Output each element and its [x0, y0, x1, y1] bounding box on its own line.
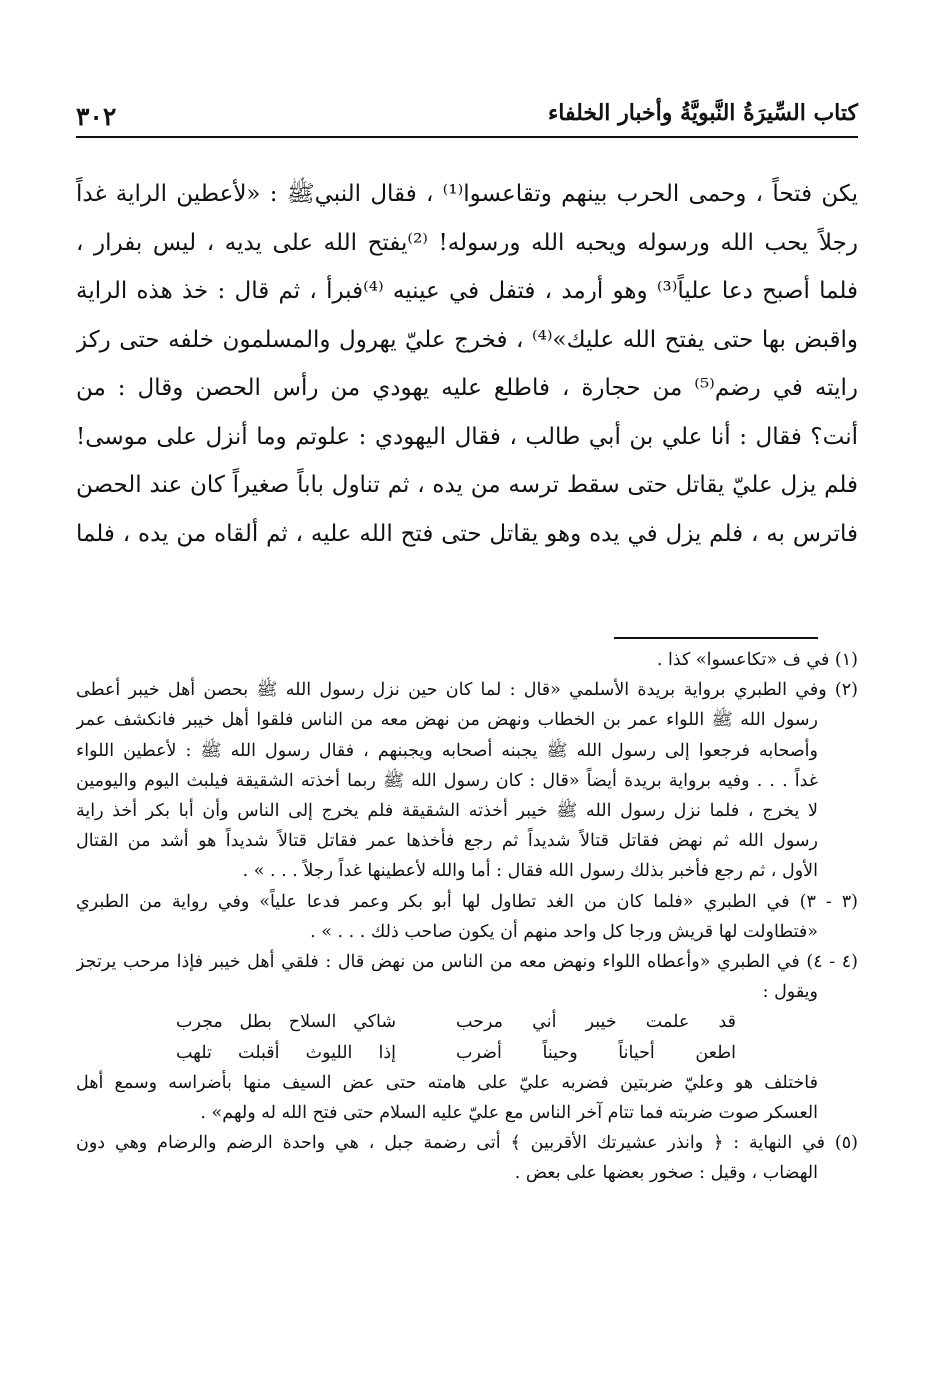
body-line: أنت؟ فقال : أنا علي بن أبي طالب ، فقال اليهودي : علوتم وما أنزل على موسى! — [76, 423, 858, 450]
footnote-2-line: غداً . . . وفيه برواية بريدة أيضاً «قال : كان رسول الله ﷺ ربما أخذته الشقيقة فيلبث اليوم واليومين — [76, 770, 818, 791]
poem-hemistich: شاكي السلاح بطل مجرب — [176, 1012, 396, 1033]
footnote-3-line: (٣ - ٣) في الطبري «فلما كان من الغد تطاول لها أبو بكر وعمر فدعا علياً» وفي رواية من الطبري — [76, 891, 858, 912]
poem-verse — [76, 1038, 858, 1068]
body-line: رايته في رضم⁽⁵⁾ من حجارة ، فاطلع عليه يهودي من رأس الحصن وقال : من — [76, 375, 858, 401]
book-title: كتاب السِّيرَةُ النَّبويَّةُ وأخبار الخلفاء — [547, 100, 858, 126]
footnote-3-line: «فتطاولت لها قريش ورجا كل واحد منهم أن يكون صاحب ذلك . . . » . — [310, 921, 818, 942]
footnote-2-line: لا يخرج ، فلما نزل رسول الله ﷺ خيبر أخذته الشقيقة فلم يخرج إلى الناس وأن أبا بكر أخذ راية — [76, 801, 818, 822]
main-body-text — [76, 170, 858, 558]
poem-hemistich: اطعن أحياناً وحيناً أضرب — [456, 1042, 736, 1063]
footnote-5-line: الهضاب ، وقيل : صخور بعضها على بعض . — [514, 1163, 818, 1184]
body-line: واقبض بها حتى يفتح الله عليك»⁽⁴⁾ ، فخرج عليّ يهرول والمسلمون خلفه حتى ركز — [76, 326, 858, 353]
poem-hemistich: قد علمت خيبر أني مرحب — [456, 1012, 736, 1033]
footnote-4-line: فاختلف هو وعليّ ضربتين فضربه عليّ على هامته حتى عض السيف منها بأضراسه وسمع أهل — [76, 1072, 818, 1093]
body-line: فلما أصبح دعا علياً⁽³⁾ وهو أرمد ، فتفل في عينيه ⁽⁴⁾فبرأ ، ثم قال : خذ هذه الراية — [76, 278, 858, 304]
body-line: رجلاً يحب الله ورسوله ويحبه الله ورسوله! ⁽²⁾يفتح الله على يديه ، ليس بفرار ، — [76, 229, 858, 256]
body-line: فلم يزل عليّ يقاتل حتى سقط ترسه من يده ، ثم تناول باباً صغيراً كان عند الحصن — [76, 472, 858, 498]
footnote-5-line: (٥) في النهاية : ﴿ وانذر عشيرتك الأقربين ﴾ أتى رضمة جبل ، هي واحدة الرضم والرضام وهي دون — [76, 1133, 858, 1154]
footnote-4-line: العسكر صوت ضربته فما تتام آخر الناس مع عليّ عليه السلام حتى فتح الله له ولهم» . — [200, 1103, 818, 1124]
body-line: يكن فتحاً ، وحمى الحرب بينهم وتقاعسوا⁽¹⁾ ، فقال النبيﷺ : «لأعطين الراية غداً — [76, 181, 858, 207]
poem-hemistich: إذا الليوث أقبلت تلهب — [176, 1042, 396, 1063]
footnote-2-line: (٢) وفي الطبري برواية بريدة الأسلمي «قال : لما كان حين نزل رسول الله ﷺ بحصن أهل خيبر أعطى — [76, 680, 858, 701]
footnote-2-line: رسول الله ثم نهض فقاتل قتالاً شديداً ثم رجع فأخذها عمر فقاتل قتالاً شديداً هو أشد من القتال — [76, 831, 818, 852]
footnote-2-line: وأصحابه فرجعوا إلى رسول الله ﷺ يجبنه أصحابه ويجبنهم ، فقال رسول الله ﷺ : لأعطين اللواء — [76, 740, 818, 761]
footnote-2-line: الأول ، ثم رجع فأخبر بذلك رسول الله فقال : أما والله لأعطينها غداً رجلاً . . . » . — [242, 861, 818, 882]
footnote-separator — [614, 637, 818, 639]
poem-verse — [76, 1007, 858, 1037]
footnote-4-line: (٤ - ٤) في الطبري «وأعطاه اللواء ونهض معه من الناس من نهض قال : فلقي أهل خيبر فإذا مرحب يرتجز — [76, 952, 858, 973]
footnote-1: (١) في ف «تكاعسوا» كذا . — [656, 650, 858, 670]
footnote-2-line: رسول الله ﷺ اللواء عمر بن الخطاب ونهض من نهض معه من الناس فلقوا أهل خيبر فانكشف عمر — [76, 710, 818, 731]
page-number: ٣٠٢ — [76, 102, 117, 131]
footnotes — [76, 645, 858, 1189]
body-line: فاترس به ، فلم يزل في يده وهو يقاتل حتى فتح الله عليه ، ثم ألقاه من يده ، فلما — [76, 520, 858, 547]
footnote-4-line: ويقول : — [762, 982, 818, 1003]
running-header — [76, 92, 858, 138]
